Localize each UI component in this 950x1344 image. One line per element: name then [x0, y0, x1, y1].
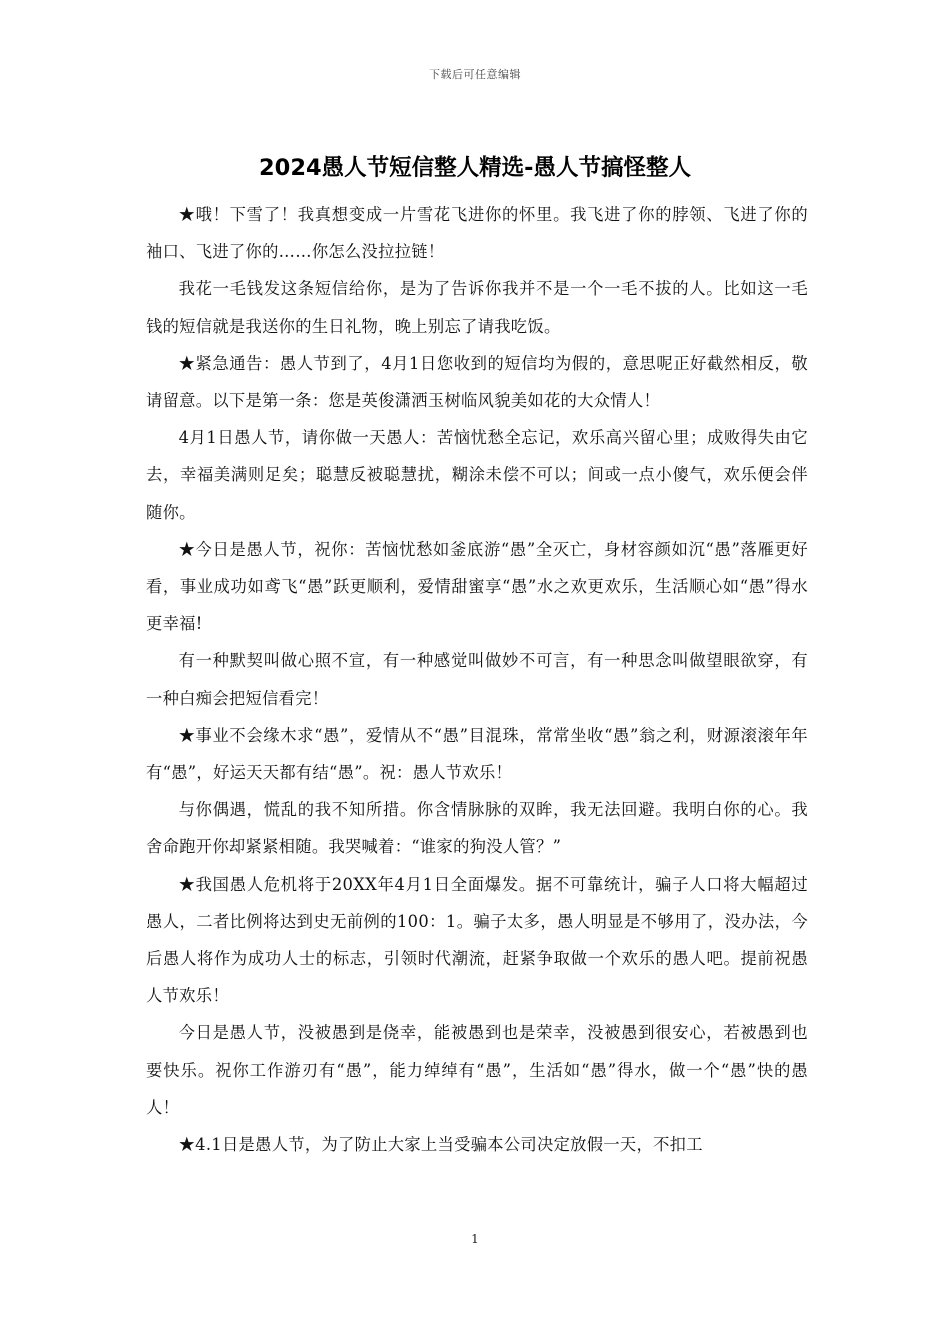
paragraph: ★我国愚人危机将于20XX年4月1日全面爆发。据不可靠统计，骗子人口将大幅超过愚人，二者比例将达到史无前例的100：1。骗子太多，愚人明显是不够用了，没办法，今后愚人将作为成功人士的标志，引领时代潮流，赶紧争取做一个欢乐的愚人吧。提前祝愚人节欢乐！	[146, 874, 808, 1006]
paragraph: ★事业不会缘木求“愚”，爱情从不“愚”目混珠，常常坐收“愚”翁之利，财源滚滚年年有“愚”，好运天天都有结“愚”。祝：愚人节欢乐！	[146, 725, 808, 783]
paragraph: 4月1日愚人节，请你做一天愚人：苦恼忧愁全忘记，欢乐高兴留心里；成败得失由它去，幸福美满则足矣；聪慧反被聪慧扰，糊涂未偿不可以；间或一点小傻气，欢乐便会伴随你。	[146, 428, 808, 522]
paragraph: 我花一毛钱发这条短信给你，是为了告诉你我并不是一个一毛不拔的人。比如这一毛钱的短信就是我送你的生日礼物，晚上别忘了请我吃饭。	[146, 279, 808, 336]
paragraph: ★哦！下雪了！我真想变成一片雪花飞进你的怀里。我飞进了你的脖领、飞进了你的袖口、飞进了你的……你怎么没拉拉链！	[146, 205, 808, 262]
paragraph: ★紧急通告：愚人节到了，4月1日您收到的短信均为假的，意思呢正好截然相反，敬请留意。以下是第一条：您是英俊潇洒玉树临风貌美如花的大众情人！	[146, 353, 808, 411]
paragraph: ★4.1日是愚人节，为了防止大家上当受骗本公司决定放假一天，不扣工	[178, 1135, 703, 1155]
paragraph: ★今日是愚人节，祝你：苦恼忧愁如釜底游“愚”全灭亡，身材容颜如沉“愚”落雁更好看，事业成功如鸢飞“愚”跃更顺利，爱情甜蜜享“愚”水之欢更欢乐，生活顺心如“愚”得水更幸福!	[146, 539, 808, 634]
page-number: 1	[471, 1232, 479, 1246]
paragraph: 今日是愚人节，没被愚到是侥幸，能被愚到也是荣幸，没被愚到很安心，若被愚到也要快乐。祝你工作游刃有“愚”，能力绰绰有“愚”，生活如“愚”得水，做一个“愚”快的愚人！	[146, 1023, 808, 1117]
paragraph: 有一种默契叫做心照不宣，有一种感觉叫做妙不可言，有一种思念叫做望眼欲穿，有一种白痴会把短信看完！	[146, 651, 808, 708]
paragraph: 与你偶遇，慌乱的我不知所措。你含情脉脉的双眸，我无法回避。我明白你的心。我舍命跑开你却紧紧相随。我哭喊着：“谁家的狗没人管？”	[146, 800, 808, 857]
page-header: 下载后可任意编辑	[429, 68, 521, 81]
document-title: 2024愚人节短信整人精选-愚人节搞怪整人	[259, 155, 691, 181]
document-body	[146, 196, 808, 1163]
